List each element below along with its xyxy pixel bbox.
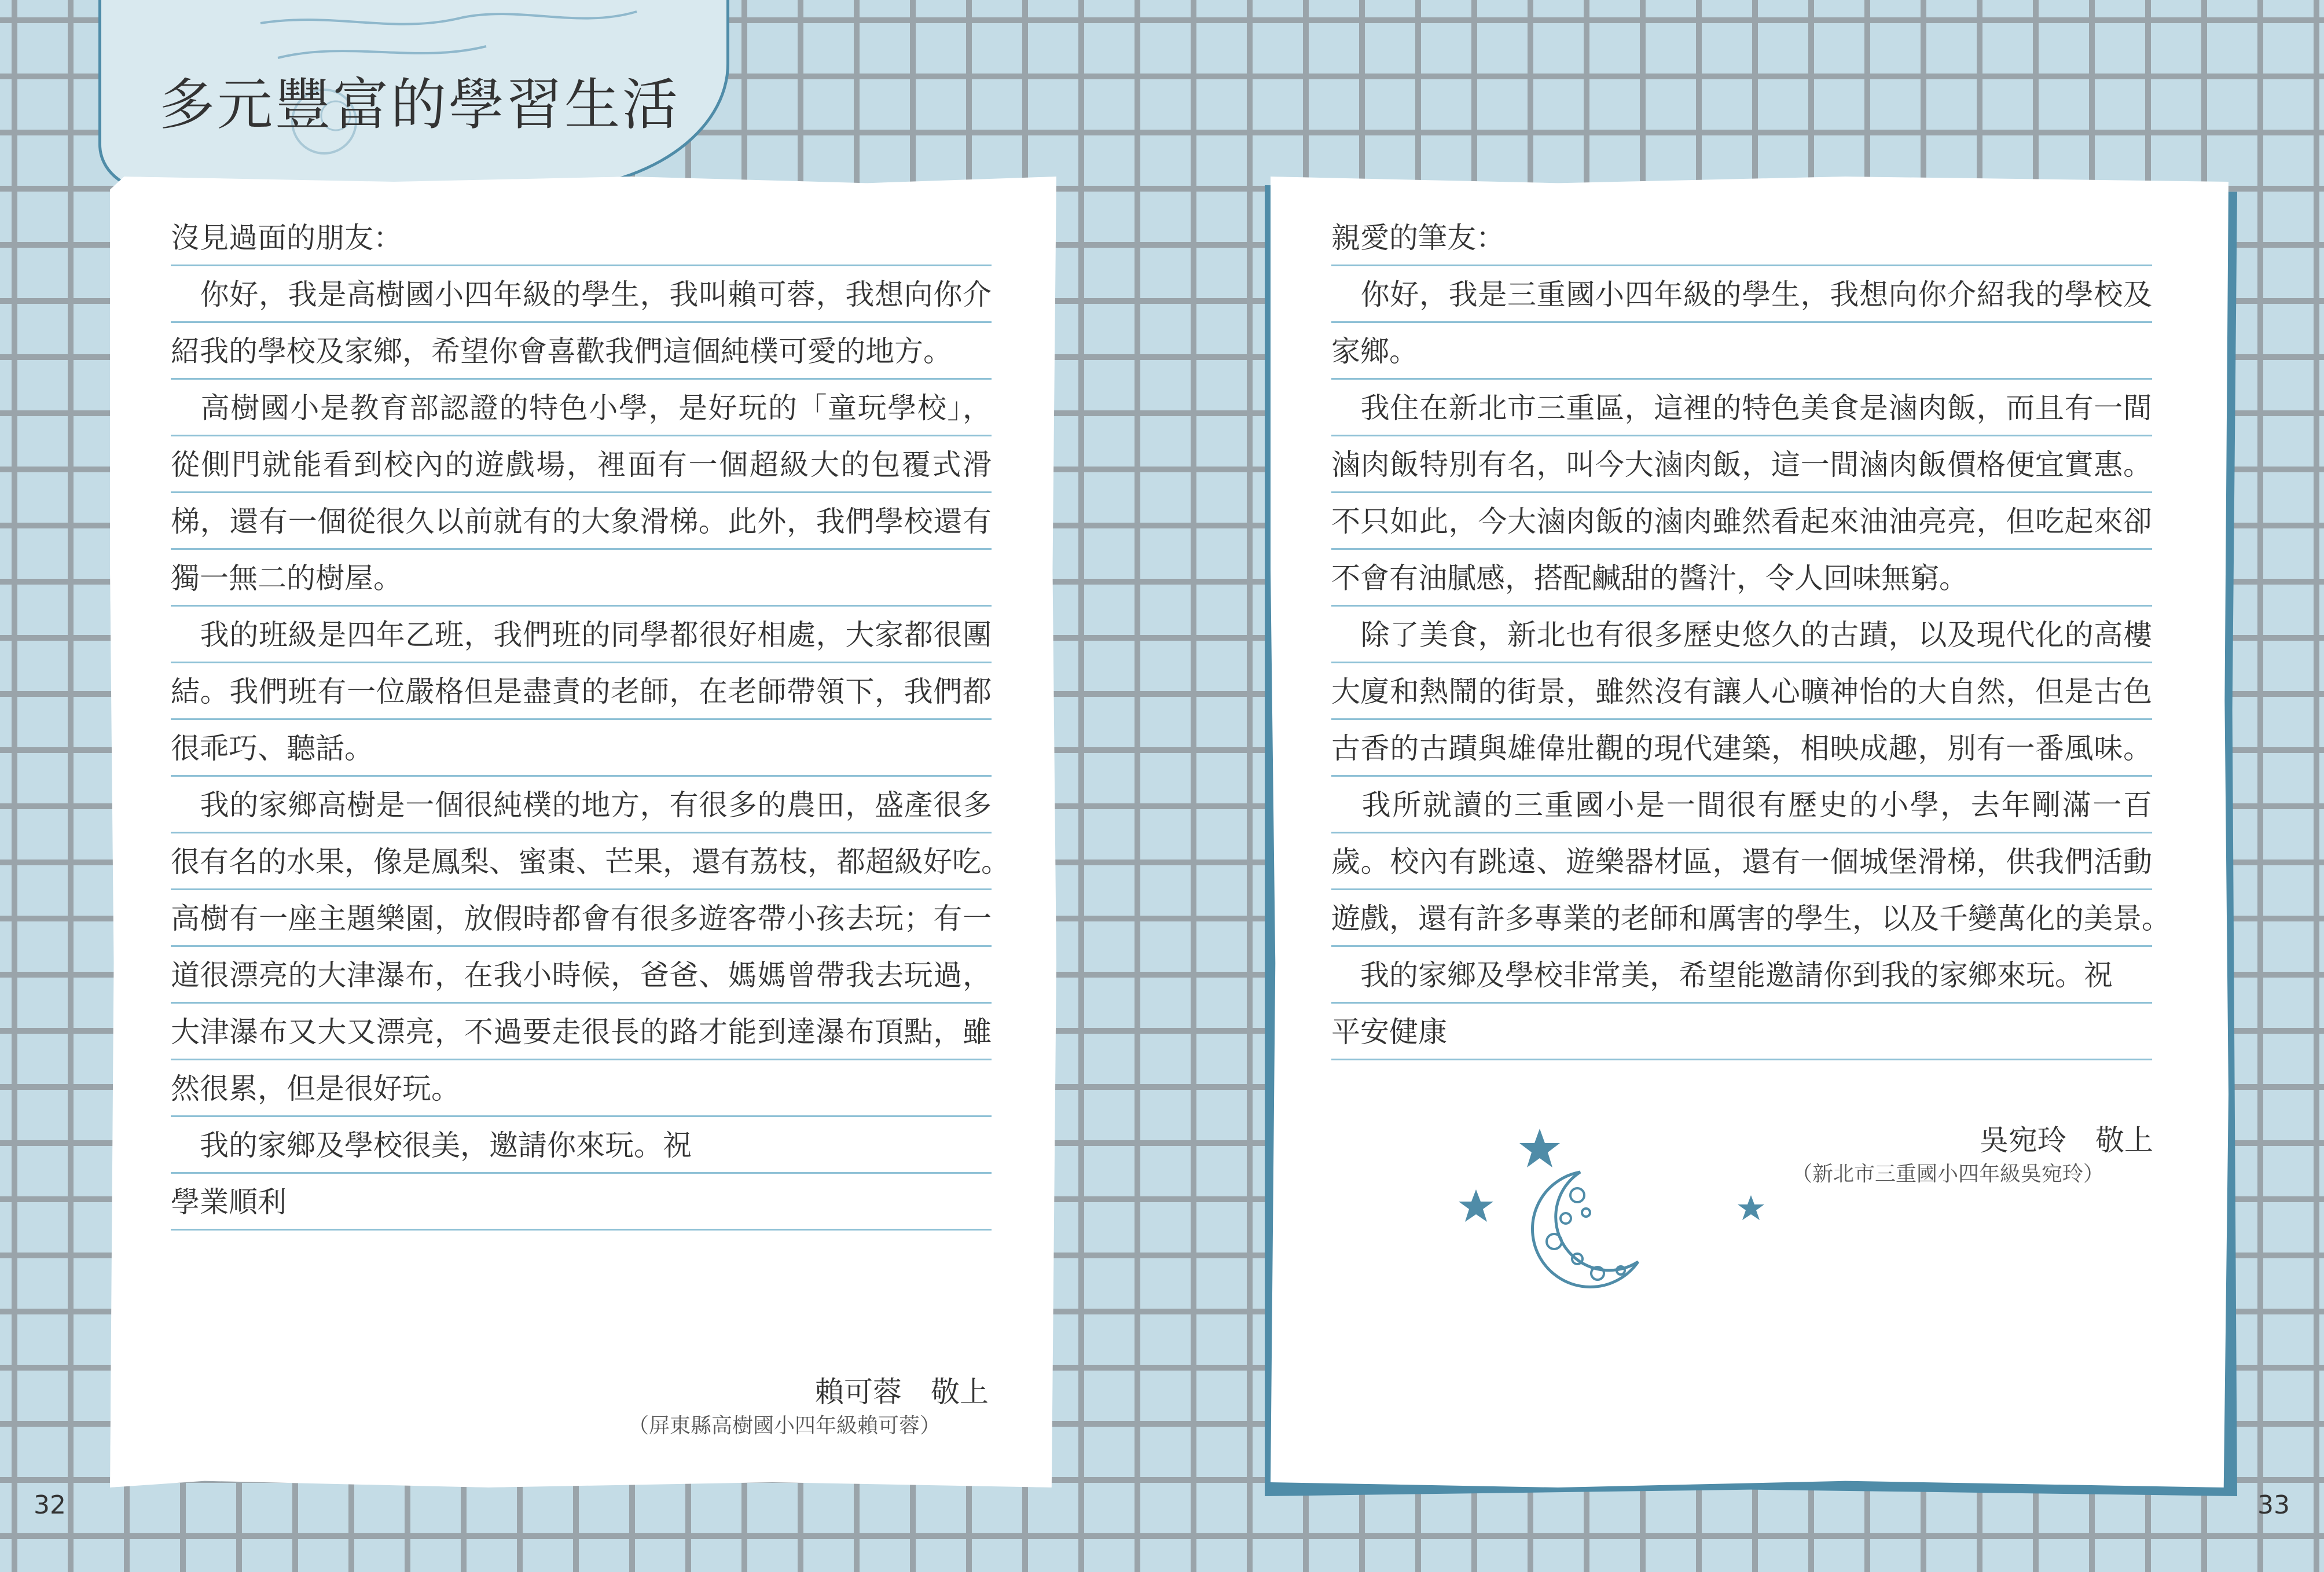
letter-line: 你好，我是三重國小四年級的學生，我想向你介紹我的學校及 bbox=[1331, 266, 2152, 323]
letter-line: 我的家鄉及學校很美，邀請你來玩。祝 bbox=[171, 1117, 992, 1174]
page-number-right: 33 bbox=[2257, 1490, 2290, 1520]
letter-line: 高樹有一座主題樂園，放假時都會有很多遊客帶小孩去玩；有一 bbox=[171, 890, 992, 947]
letter-line: 不只如此，今大滷肉飯的滷肉雖然看起來油油亮亮，但吃起來卻 bbox=[1331, 493, 2152, 550]
page-number-left: 32 bbox=[34, 1490, 66, 1520]
right-letter-body bbox=[1331, 210, 2171, 1060]
letter-line: 歲。校內有跳遠、遊樂器材區，還有一個城堡滑梯，供我們活動 bbox=[1331, 833, 2152, 890]
letter-line: 平安健康 bbox=[1331, 1004, 2152, 1060]
letter-line: 道很漂亮的大津瀑布，在我小時候，爸爸、媽媽曾帶我去玩過， bbox=[171, 947, 992, 1004]
letter-line: 不會有油膩感，搭配鹹甜的醬汁，令人回味無窮。 bbox=[1331, 550, 2152, 607]
letter-line: 梯，還有一個從很久以前就有的大象滑梯。此外，我們學校還有 bbox=[171, 493, 992, 550]
letter-line: 沒見過面的朋友： bbox=[171, 210, 992, 266]
page-title: 多元豐富的學習生活 bbox=[159, 72, 680, 137]
letter-line: 大津瀑布又大又漂亮，不過要走很長的路才能到達瀑布頂點，雖 bbox=[171, 1004, 992, 1060]
star-icon bbox=[1738, 1195, 1764, 1220]
letter-line: 從側門就能看到校內的遊戲場，裡面有一個超級大的包覆式滑 bbox=[171, 436, 992, 493]
left-signature: 賴可蓉 敬上 bbox=[815, 1375, 989, 1409]
letter-line: 結。我們班有一位嚴格但是盡責的老師，在老師帶領下，我們都 bbox=[171, 663, 992, 720]
letter-line: 你好，我是高樹國小四年級的學生，我叫賴可蓉，我想向你介 bbox=[171, 266, 992, 323]
star-icon bbox=[1519, 1129, 1560, 1167]
letter-line: 獨一無二的樹屋。 bbox=[171, 550, 992, 607]
letter-line: 大廈和熱鬧的街景，雖然沒有讓人心曠神怡的大自然，但是古色 bbox=[1331, 663, 2152, 720]
right-signature: 吳宛玲 敬上 bbox=[1980, 1123, 2153, 1157]
right-signature-sub: （新北市三重國小四年級吳宛玲） bbox=[1791, 1162, 2105, 1186]
letter-line: 很有名的水果，像是鳳梨、蜜棗、芒果，還有荔枝，都超級好吃。 bbox=[171, 833, 992, 890]
letter-line: 家鄉。 bbox=[1331, 323, 2152, 380]
letter-line: 親愛的筆友： bbox=[1331, 210, 2152, 266]
letter-line: 滷肉飯特別有名，叫今大滷肉飯，這一間滷肉飯價格便宜實惠。 bbox=[1331, 436, 2152, 493]
letter-line: 遊戲，還有許多專業的老師和厲害的學生，以及千變萬化的美景。 bbox=[1331, 890, 2152, 947]
moon-icon bbox=[1533, 1172, 1638, 1287]
letter-line: 紹我的學校及家鄉，希望你會喜歡我們這個純樸可愛的地方。 bbox=[171, 323, 992, 380]
letter-line: 我的班級是四年乙班，我們班的同學都很好相處，大家都很團 bbox=[171, 607, 992, 663]
letter-line: 我的家鄉及學校非常美，希望能邀請你到我的家鄉來玩。祝 bbox=[1331, 947, 2152, 1004]
letter-line: 古香的古蹟與雄偉壯觀的現代建築，相映成趣，別有一番風味。 bbox=[1331, 720, 2152, 777]
left-letter-body bbox=[171, 210, 1010, 1231]
letter-line: 高樹國小是教育部認證的特色小學，是好玩的「童玩學校」， bbox=[171, 380, 992, 436]
letter-line: 學業順利 bbox=[171, 1174, 992, 1231]
left-signature-sub: （屏東縣高樹國小四年級賴可蓉） bbox=[628, 1414, 941, 1438]
letter-line: 很乖巧、聽話。 bbox=[171, 720, 992, 777]
moon-stars-decoration bbox=[1447, 1117, 1794, 1308]
letter-line: 我的家鄉高樹是一個很純樸的地方，有很多的農田，盛產很多 bbox=[171, 777, 992, 833]
star-icon bbox=[1459, 1189, 1493, 1222]
letter-line: 我所就讀的三重國小是一間很有歷史的小學，去年剛滿一百 bbox=[1331, 777, 2152, 833]
letter-line: 我住在新北市三重區，這裡的特色美食是滷肉飯，而且有一間 bbox=[1331, 380, 2152, 436]
letter-line: 除了美食，新北也有很多歷史悠久的古蹟，以及現代化的高樓 bbox=[1331, 607, 2152, 663]
letter-line: 然很累，但是很好玩。 bbox=[171, 1060, 992, 1117]
